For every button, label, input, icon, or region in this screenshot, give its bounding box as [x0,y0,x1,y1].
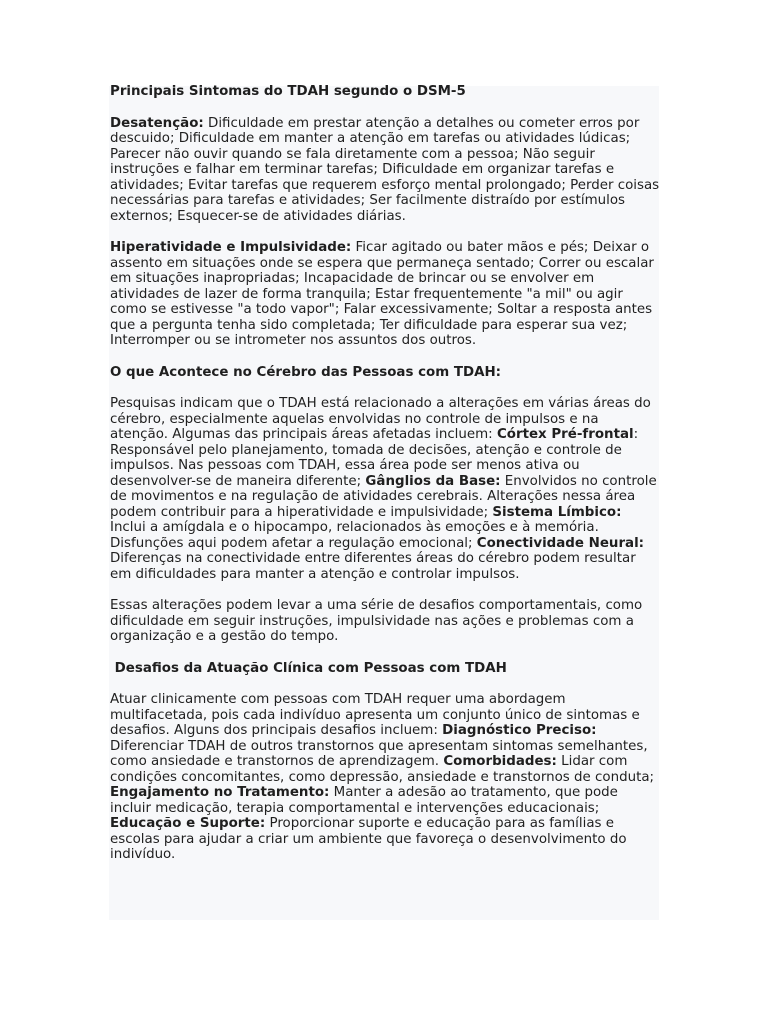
engajamento-label: Engajamento no Tratamento: [110,785,330,800]
educacao-text: Proporcionar suporte e educação para as famílias e escolas para ajudar a criar um ambiente que favoreça o desenvolvimento do indivíduo. [110,816,627,862]
conectividade-text: Diferenças na conectividade entre diferentes áreas do cérebro podem resultar em dificuldades para manter a atenção e controlar impulsos. [110,551,636,582]
limbico-text: Inclui a amígdala e o hipocampo, relacionados às emoções e à memória. Disfunções aqui podem afetar a regulação emocional; [110,520,599,551]
comorbidades-text: Lidar com condições concomitantes, como depressão, ansiedade e transtornos de conduta; [110,754,655,785]
cerebro-paragraph [110,396,660,582]
desafios-intro: Atuar clinicamente com pessoas com TDAH requer uma abordagem multifacetada, pois cada indivíduo apresenta um conjunto único de sintomas e desafios. Alguns dos principais desafios incluem: [110,692,640,738]
cerebro-intro: Pesquisas indicam que o TDAH está relacionado a alterações em várias áreas do cérebro, especialmente aquelas envolvidas no controle de impulsos e na atenção. Algumas das principais áreas afetadas incluem: [110,396,651,442]
ganglios-label: Gânglios da Base: [365,473,501,489]
engajamento-text: Manter a adesão ao tratamento, que pode incluir medicação, terapia comportamental e intervenções educacionais; [110,785,618,816]
ganglios-text: Envolvidos no controle de movimentos e na regulação de atividades cerebrais. Alterações nessa área podem contribuir para a hiperatividade e impulsividade; [110,473,657,520]
hiperatividade-paragraph [110,240,660,349]
cerebro-heading: O que Acontece no Cérebro das Pessoas com TDAH: [110,364,502,380]
desatencao-text: Dificuldade em prestar atenção a detalhes ou cometer erros por descuido; Dificuldade em manter a atenção em tarefas ou atividades lúdicas; Parecer não ouvir quando se fala diretamente com a pessoa; Não seguir instruções e falhar em terminar tarefas; Dificuldade em organizar tarefas e atividades; Evitar tarefas que requerem esforço mental prolongado; Perder coisas necessárias para tarefas e atividades; Ser facilmente distraído por estímulos externos; Esquecer-se de atividades diárias. [110,115,660,224]
desatencao-paragraph [110,116,660,225]
diagnostico-text: Diferenciar TDAH de outros transtornos que apresentam sintomas semelhantes, como ansiedade e transtornos de aprendizagem. [110,738,648,769]
document-text [110,84,660,863]
document-title: Principais Sintomas do TDAH segundo o DSM-5 [110,84,466,99]
desafios-heading: Desafios da Atuação Clínica com Pessoas com TDAH [110,660,507,676]
hiperatividade-text: Ficar agitado ou bater mãos e pés; Deixar o assento em situações onde se espera que permaneça sentado; Correr ou escalar em situações inapropriadas; Incapacidade de brincar ou se envolver em atividades de lazer de forma tranquila; Estar frequentemente "a mil" ou agir como se estivesse "a todo vapor"; Falar excessivamente; Soltar a resposta antes que a pergunta tenha sido completada; Ter dificuldade para esperar sua vez; Interromper ou se intrometer nos assuntos dos outros. [110,240,654,348]
conectividade-label: Conectividade Neural: [476,535,645,551]
educacao-label: Educação e Suporte: [110,816,266,831]
diagnostico-label: Diagnóstico Preciso: [442,723,597,738]
cortex-label: Córtex Pré-frontal [496,427,634,442]
comorbidades-label: Comorbidades: [443,754,557,769]
desafios-paragraph [110,692,660,863]
cerebro-conclusion: Essas alterações podem levar a uma série de desafios comportamentais, como dificuldade em seguir instruções, impulsividade nas ações e problemas com a organização e a gestão do tempo. [110,598,643,644]
hiperatividade-label: Hiperatividade e Impulsividade: [110,240,352,255]
cortex-text: : Responsável pelo planejamento, tomada de decisões, atenção e controle de impulsos. Nas pessoas com TDAH, essa área pode ser menos ativa ou desenvolver-se de maneira diferente; [110,427,639,489]
limbico-label: Sistema Límbico: [492,504,622,520]
desatencao-label: Desatenção: [110,115,204,131]
